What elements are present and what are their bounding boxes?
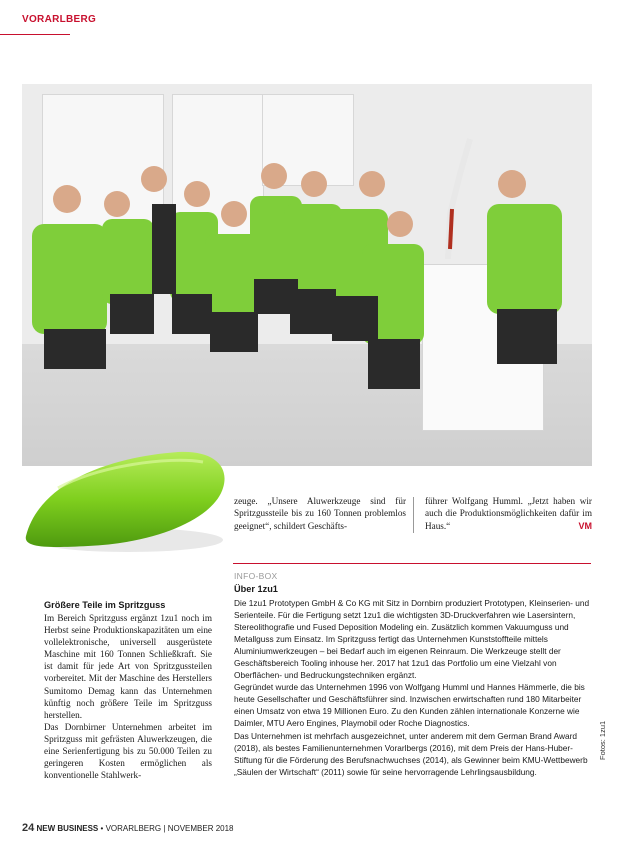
team-people [22, 84, 592, 466]
section-tag-rule [0, 34, 70, 35]
footer-issue: NOVEMBER 2018 [167, 824, 234, 833]
paragraph: Das Unternehmen ist mehrfach ausgezeichnet, unter anderem mit dem German Brand Award (2018), als bestes Familienunternehmen Vorarlbergs (2016), mit dem Preis der Hans-Huber-Stiftung für die Förderung des Berufsnachwuchses (2014), als Gewinner beim KMU-Wettbewerb „Säulen der Wirtschaft“ (2011) sowie für seine hervorragende Lehrlingsausbildung. [234, 730, 588, 777]
footer-separator: • [100, 824, 104, 833]
author-signature: VM [578, 520, 592, 531]
column-divider [413, 497, 414, 533]
info-box-rule [233, 563, 591, 564]
footer-region: VORARLBERG [105, 824, 162, 833]
photo-credit: Fotos: 1zu1 [598, 720, 607, 760]
article-col-mid: zeuge. „Unsere Aluwerkzeuge sind für Spritzgussteile bis zu 160 Tonnen problemlos geeignet“, schildert Geschäfts- [234, 496, 406, 531]
article-col-right-text: führer Wolfgang Humml. „Jetzt haben wir auch die Produktionsmöglichkeiten dafür im Haus.“ [425, 496, 592, 531]
product-photo-green-part [18, 448, 230, 560]
paragraph: Die 1zu1 Prototypen GmbH & Co KG mit Sitz in Dornbirn produziert Prototypen, Kleinserien- und Serienteile. Für die Fertigung setzt 1zu1 die wichtigsten 3D-Druckverfahren wie Lasersintern, Stereolithografie und Fused Deposition Modeling ein. Zusätzlich kommen Vakuumguss und Metallguss zum Einsatz. Im Spritzguss fertigt das Unternehmen Kunststoffteile mittels Aluminiumwerkzeugen – bei Bedarf auch im eigenen Reinraum. Die Werkzeuge stellt der Geschäftsbereich Tooling inhouse her. 2017 hat 1zu1 das Portfolio um eine Vielzahl von Oberflächen- und Bedruckungstechniken ergänzt. [234, 598, 590, 681]
team-photo [22, 84, 592, 466]
section-tag: VORARLBERG [22, 14, 97, 25]
article-col-left [44, 612, 212, 781]
page-number: 24 [22, 822, 35, 834]
page-footer [22, 822, 234, 834]
magazine-name: NEW BUSINESS [36, 824, 99, 833]
info-box-body [234, 597, 592, 778]
paragraph: Im Bereich Spritzguss ergänzt 1zu1 noch im Herbst seine Produktionskapazitäten um eine vollelektronische, universell ausgerüstete Maschine mit 160 Tonnen Schließkraft. Sie ist damit für jede Art von Spritzgussteilen vorbereitet. Mit der Maschine des Herstellers Sumitomo Demag kann das Unternehmen künftig noch größere Teile im Spritzguss herstellen. [44, 613, 212, 720]
info-box-title: Über 1zu1 [234, 584, 278, 594]
paragraph: Das Dornbirner Unternehmen arbeitet im Spritzguss mit gefrästen Aluwerkzeugen, die eine Serienfertigung bis zu 50.000 Teilen zu geringeren Kosten ermöglichen als konventionelle Stahlwerk- [44, 721, 212, 781]
paragraph: Gegründet wurde das Unternehmen 1996 von Wolfgang Humml und Hannes Hämmerle, die bis heute Gesellschafter und Geschäftsführer sind. Inzwischen erwirtschaften rund 180 Mitarbeiter einen Umsatz von etwa 19 Millionen Euro. Zu den Kunden zählen internationale Konzerne wie Daimler, MTU Aero Engines, Playmobil oder Roche Diagnostics. [234, 682, 585, 729]
section-heading: Größere Teile im Spritzguss [44, 600, 166, 610]
footer-divider: | [163, 824, 166, 833]
article-col-right [425, 495, 592, 532]
info-box-kicker: INFO-BOX [234, 571, 278, 581]
